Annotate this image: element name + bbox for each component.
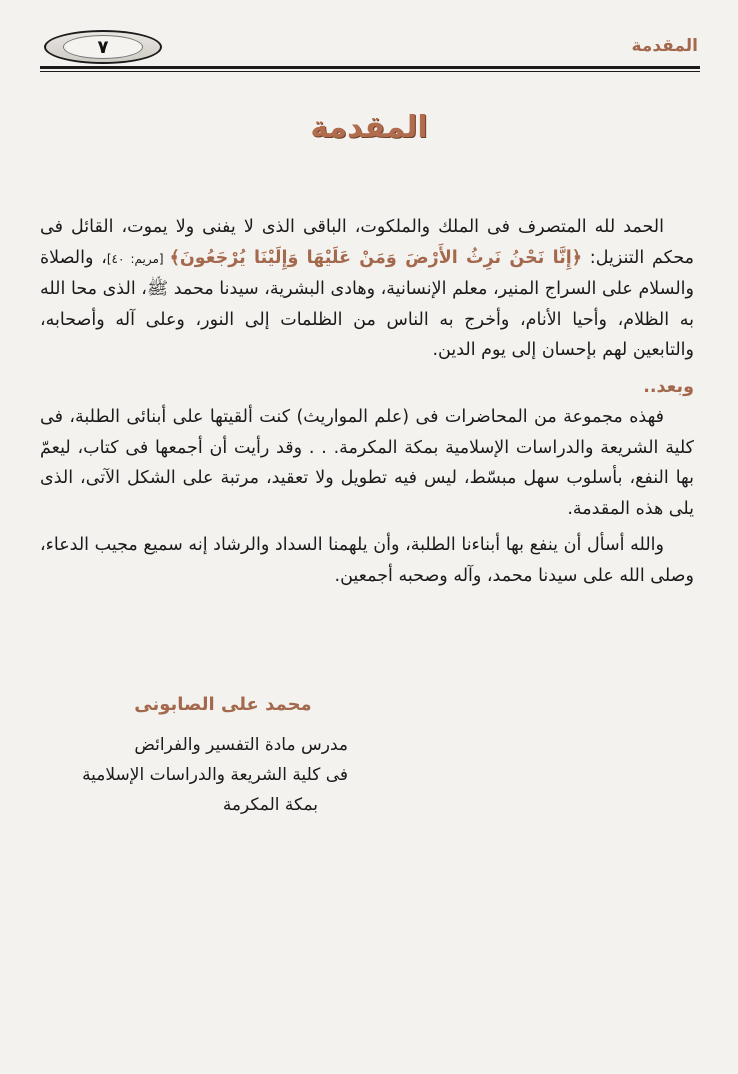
intro-text: الحمد لله المتصرف فى الملك والملكوت، الباقى الذى لا يفنى ولا يموت، القائل فى محكم التنزيل: (40, 217, 694, 268)
header-rule-thin (40, 71, 700, 72)
affiliation-line-2: فى كلية الشريعة والدراسات الإسلامية (82, 765, 348, 785)
paragraph-prayer: والله أسأل أن ينفع بها أبناءنا الطلبة، وأن يلهمنا السداد والرشاد إنه سميع مجيب الدعاء، وصلى الله على سيدنا محمد، وآله وصحبه أجمعين. (40, 535, 694, 586)
page-number: ٧ (63, 35, 143, 59)
author-affiliation (48, 730, 348, 820)
intro-text-cont: ، والصلاة والسلام على السراج المنير، معلم الإنسانية، وهادى البشرية، سيدنا محمد ﷺ، الذى محا الله به الظلام، وأحيا الأنام، وأخرج به الناس من الظلمات إلى النور، وعلى آله وأصحابه، والتابعين لهم بإحسان إلى يوم الدين. (40, 247, 694, 360)
paragraph-lectures: فهذه مجموعة من المحاضرات فى (علم المواريث) كنت ألقيتها على أبنائى الطلبة، فى كلية الشريعة والدراسات الإسلامية بمكة المكرمة. . . وقد رأيت أن أجمعها فى كتاب، ليعمّ بها النفع، بأسلوب سهل مبسّط، ليس فيه تطويل ولا تعقيد، مرتبة على الشكل الآتى، الذى يلى هذه المقدمة. (40, 407, 694, 519)
header-rule (40, 66, 700, 69)
verse-reference: [مريم: ٤٠] (106, 251, 170, 266)
paragraph-intro (40, 212, 694, 366)
affiliation-line-3: بمكة المكرمة (222, 795, 318, 815)
affiliation-line-1: مدرس مادة التفسير والفرائض (134, 735, 348, 755)
quran-verse: ﴿إِنَّا نَحْنُ نَرِثُ الأَرْضَ وَمَنْ عَلَيْهَا وَإِلَيْنَا يُرْجَعُونَ﴾ (169, 247, 583, 268)
page-title: المقدمة (310, 110, 428, 145)
author-name: محمد على الصابونى (134, 694, 312, 715)
body-text (40, 212, 694, 591)
page-number-badge (44, 30, 162, 64)
running-head: المقدمة (631, 36, 698, 56)
signature (103, 690, 343, 720)
wa-bad-heading: وبعد.. (643, 376, 694, 397)
